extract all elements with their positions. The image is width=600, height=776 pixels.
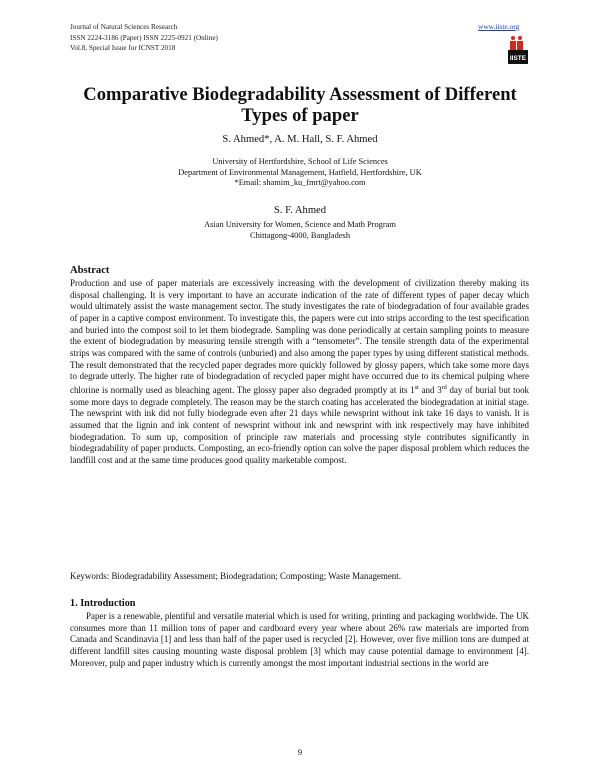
introduction-heading: 1. Introduction bbox=[70, 598, 136, 609]
affiliation-block bbox=[70, 157, 530, 189]
affiliation-line: University of Hertfordshire, School of Life Sciences bbox=[212, 157, 388, 166]
superscript: rd bbox=[441, 384, 447, 391]
iiste-logo bbox=[508, 36, 528, 64]
affiliation-line: Department of Environmental Management, Hatfield, Hertfordshire, UK bbox=[178, 167, 422, 177]
abstract-heading: Abstract bbox=[70, 265, 110, 276]
journal-header bbox=[70, 22, 218, 54]
journal-volume: Vol.8, Special Issue for ICNST 2018 bbox=[70, 44, 176, 52]
logo-text: IISTE bbox=[509, 55, 527, 62]
affiliation-line: Asian University for Women, Science and Math Program bbox=[204, 220, 396, 229]
second-affiliation-block bbox=[70, 220, 530, 241]
author-email: *Email: shamim_ku_fmrt@yahoo.com bbox=[234, 178, 366, 188]
second-author: S. F. Ahmed bbox=[273, 205, 327, 216]
abstract-text: and 3 bbox=[418, 384, 442, 395]
journal-url-link[interactable]: www.iiste.org bbox=[478, 22, 520, 31]
paper-title: Comparative Biodegradability Assessment of Different Types of paper bbox=[83, 84, 517, 126]
abstract-text: Production and use of paper materials are excessively increasing with the development of civilization thereby making its disposal challenging. It is very important to have an accurate indication of the rate of different types of paper decay which would ultimately assist the waste management sector. The study investigates the rate of biodegradation of four available grades of paper in a captive compost environment. To investigate this, the papers were cut into strips according to the test specification and buried into the compost soil to let them biodegrade. Sampling was done periodically at certain sampling points to measure the extent of biodegradation by measuring tensile strength with a “tensometer”. The tensile strength data of the experimental strips was compared with the same of controls (unburied) and also among the paper types by using different statistical methods. The result demonstrated that the recycled paper degrades more quickly followed by glossy papers, which take some more days to degrade utterly. The higher rate of biodegradation of recycled paper might have occurred due to its chemical pulping where chlorine is normally used as bleaching agent. The glossy paper also degraded promptly at its 1 bbox=[70, 278, 529, 395]
abstract-text: day of burial but took some more days to degrade completely. The reason may be the starch coating has accelerated the biodegradation at initial stage. The newsprint with ink did not fully biodegrade even after 21 days while newsprint without ink take 16 days to vanish. It is assumed that the lignin and ink content of newsprint without ink and newsprint with ink respectively may have inhibited biodegradation. To sum up, composition of principle raw materials and processing style contributes significantly in biodegradability of paper products. Composting, an eco-friendly option can solve the paper disposal problem which reduces the landfill cost and at the same time produces good quality marketable compost. bbox=[70, 384, 530, 465]
author-list: S. Ahmed*, A. M. Hall, S. F. Ahmed bbox=[222, 134, 378, 145]
page-number: 9 bbox=[297, 747, 303, 757]
keywords: Keywords: Biodegradability Assessment; Biodegradation; Composting; Waste Management. bbox=[70, 571, 401, 581]
journal-issn: ISSN 2224-3186 (Paper) ISSN 2225-0921 (Online) bbox=[70, 33, 218, 42]
superscript: st bbox=[414, 384, 419, 391]
affiliation-line: Chittagong-4000, Bangladesh bbox=[249, 230, 351, 240]
journal-name: Journal of Natural Sciences Research bbox=[70, 23, 178, 31]
abstract-body bbox=[70, 278, 529, 466]
introduction-body: Paper is a renewable, plentiful and versatile material which is used for writing, printing and packaging worldwide. The UK consumes more than 11 million tons of paper and cardboard every year where about 26% raw materials are imported from Canada and Scandinavia [1] and less than half of the paper used is recycled [2]. However, over five million tons are dumped at different landfill sites causing mounting waste disposal problem [3] which may cause potential damage to environment [4]. Moreover, pulp and paper industry which is currently amongst the most important industrial sections in the world are bbox=[70, 611, 529, 668]
